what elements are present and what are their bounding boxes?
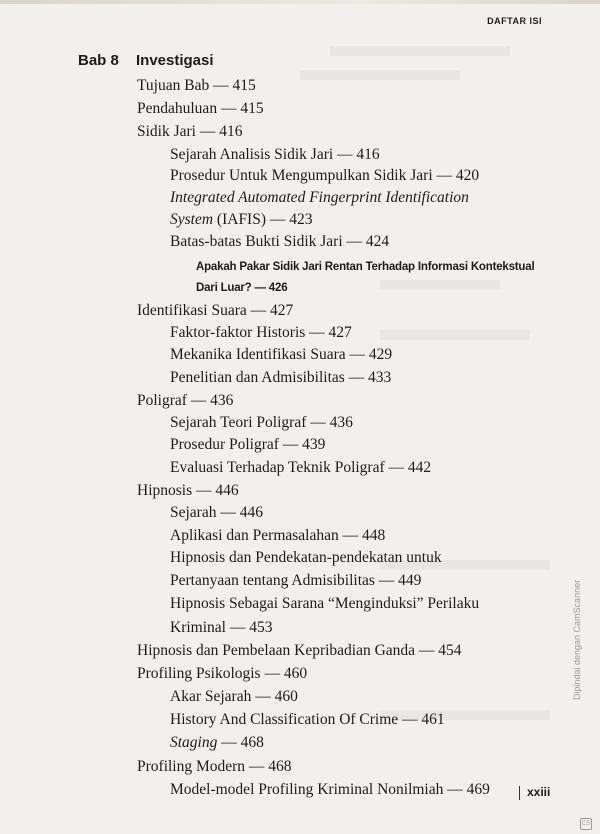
toc-entry: Hipnosis dan Pendekatan-pendekatan untuk [170, 549, 442, 566]
toc-entry: Prosedur Poligraf — 439 [170, 436, 326, 453]
running-header: DAFTAR ISI [487, 16, 542, 26]
toc-entry: Apakah Pakar Sidik Jari Rentan Terhadap Informasi Kontekstual [196, 261, 535, 273]
toc-entry: History And Classification Of Crime — 461 [170, 711, 445, 728]
toc-entry: Profiling Modern — 468 [137, 758, 292, 775]
toc-entry: Prosedur Untuk Mengumpulkan Sidik Jari — 420 [170, 167, 480, 184]
toc-entry: Dari Luar? — 426 [196, 282, 288, 294]
toc-entry: Mekanika Identifikasi Suara — 429 [170, 346, 393, 363]
toc-entry: Aplikasi dan Permasalahan — 448 [170, 527, 386, 544]
bleed-through [300, 70, 460, 80]
toc-entry-italic: System [170, 211, 214, 228]
toc-entry-rest: (IAFIS) — 423 [213, 211, 313, 228]
toc-entry-italic: Staging [170, 734, 218, 751]
folio-divider [519, 786, 520, 800]
toc-entry: Hipnosis Sebagai Sarana “Menginduksi” Perilaku [170, 595, 480, 612]
bleed-through [380, 280, 500, 290]
toc-entry-rest: — 468 [217, 734, 264, 751]
toc-entry: Hipnosis — 446 [137, 482, 239, 499]
toc-entry: Sejarah Teori Poligraf — 436 [170, 414, 353, 431]
bleed-through [330, 46, 510, 56]
toc-entry: Sejarah Analisis Sidik Jari — 416 [170, 146, 380, 163]
toc-entry: Profiling Psikologis — 460 [137, 665, 308, 682]
page-edge [0, 0, 600, 4]
toc-entry: Tujuan Bab — 415 [137, 77, 256, 94]
toc-entry: Hipnosis dan Pembelaan Kepribadian Ganda — 454 [137, 642, 462, 659]
toc-entry: Model-model Profiling Kriminal Nonilmiah — 469 [170, 781, 490, 798]
toc-entry: Pertanyaan tentang Admisibilitas — 449 [170, 572, 422, 589]
toc-entry: Identifikasi Suara — 427 [137, 302, 294, 319]
toc-entry: Pendahuluan — 415 [137, 100, 264, 117]
toc-entry: Poligraf — 436 [137, 392, 234, 409]
bleed-through [380, 330, 530, 340]
page-number: xxiii [527, 785, 551, 799]
toc-entry: Sejarah — 446 [170, 504, 263, 521]
toc-entry: Faktor-faktor Historis — 427 [170, 324, 352, 341]
toc-entry: Akar Sejarah — 460 [170, 688, 298, 705]
toc-entry: Penelitian dan Admisibilitas — 433 [170, 369, 392, 386]
toc-entry: Kriminal — 453 [170, 619, 273, 636]
chapter-label: Bab 8 [78, 52, 119, 69]
camscanner-logo-icon: CS [580, 818, 592, 830]
scanner-watermark: Dipindai dengan CamScanner [572, 579, 582, 700]
chapter-title: Investigasi [136, 52, 214, 69]
toc-entry: Sidik Jari — 416 [137, 123, 243, 140]
toc-entry [170, 211, 313, 229]
toc-entry: Integrated Automated Fingerprint Identification [170, 189, 469, 206]
toc-entry [170, 734, 264, 752]
toc-entry: Batas-batas Bukti Sidik Jari — 424 [170, 233, 390, 250]
toc-entry: Evaluasi Terhadap Teknik Poligraf — 442 [170, 459, 432, 476]
